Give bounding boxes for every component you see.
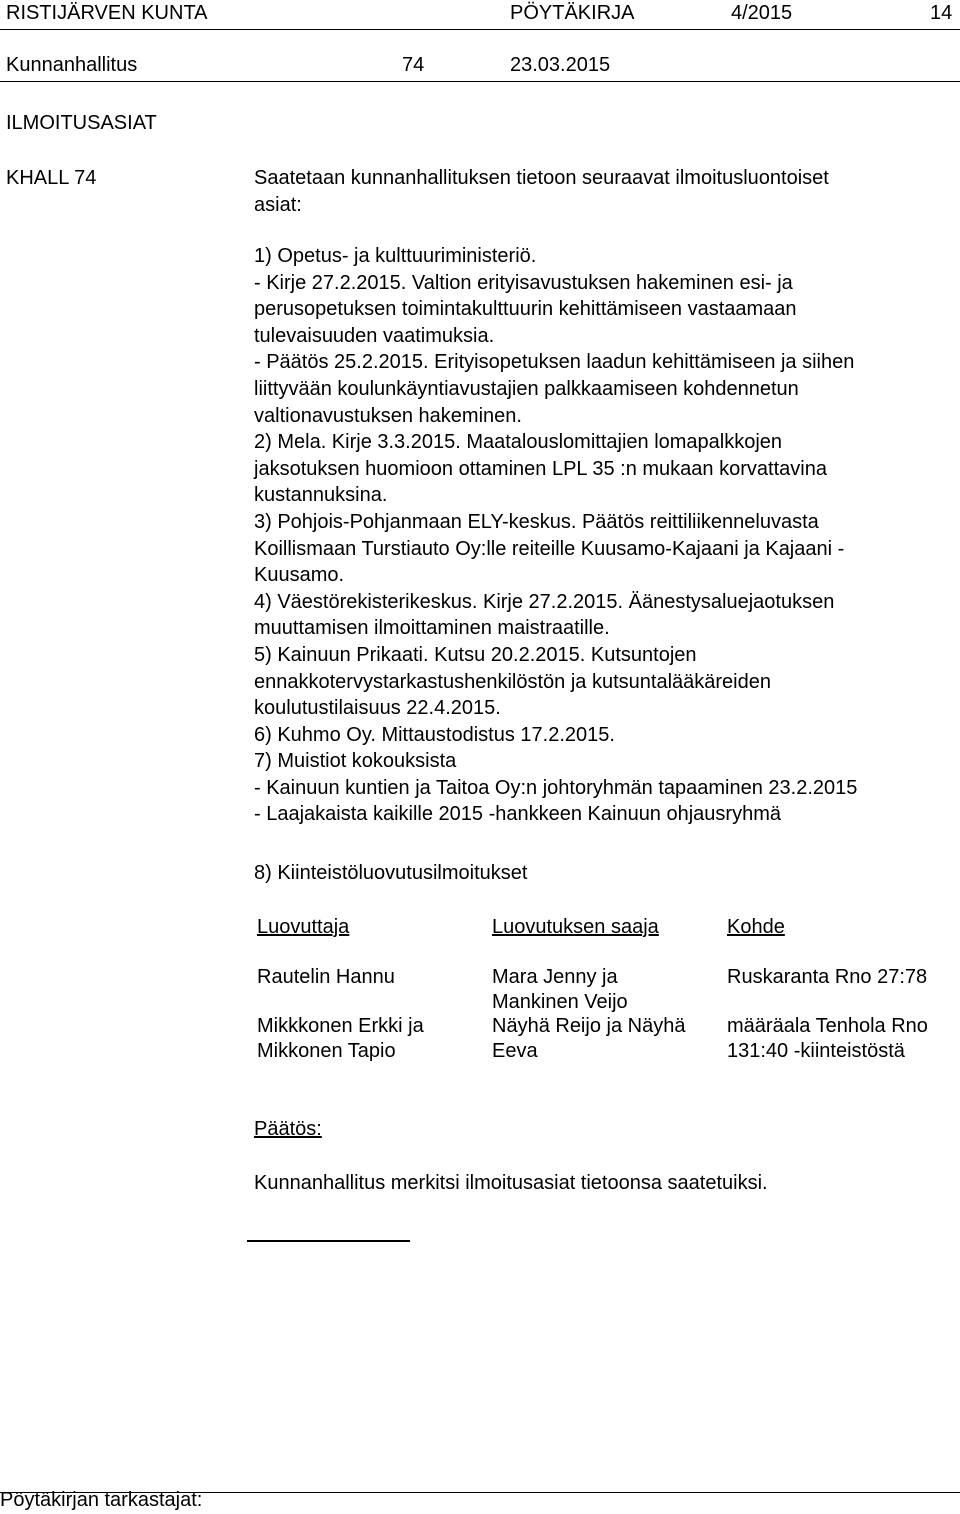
item-line: 6) Kuhmo Oy. Mittaustodistus 17.2.2015. xyxy=(254,723,615,746)
table-header-recipient: Luovutuksen saaja xyxy=(492,916,659,938)
table-cell: Mankinen Veijo xyxy=(492,991,628,1013)
section-number: 74 xyxy=(402,54,425,76)
item-line: - Päätös 25.2.2015. Erityisopetuksen laadun kehittämiseen ja siihen xyxy=(254,351,855,374)
header-top-rule xyxy=(0,29,960,30)
meeting-body: Kunnanhallitus xyxy=(6,54,138,76)
table-cell: Näyhä Reijo ja Näyhä xyxy=(492,1015,686,1037)
item-line: perusopetuksen toimintakulttuurin kehittämiseen vastaamaan xyxy=(254,298,797,321)
meeting-date: 23.03.2015 xyxy=(510,54,611,76)
section-label: KHALL 74 xyxy=(6,167,97,189)
item-line: kustannuksina. xyxy=(254,484,388,507)
header-bottom-rule xyxy=(0,81,960,82)
item-8-title: 8) Kiinteistöluovutusilmoitukset xyxy=(254,862,528,884)
table-cell: Ruskaranta Rno 27:78 xyxy=(727,966,928,988)
decision-text: Kunnanhallitus merkitsi ilmoitusasiat tietoonsa saatetuiksi. xyxy=(254,1172,768,1194)
item-line: 4) Väestörekisterikeskus. Kirje 27.2.2015. Äänestysaluejaotuksen xyxy=(254,590,835,613)
intro-line: Saatetaan kunnanhallituksen tietoon seuraavat ilmoitusluontoiset xyxy=(254,167,829,189)
item-line: 1) Opetus- ja kulttuuriministeriö. xyxy=(254,245,537,267)
item-line: ennakkotervystarkastushenkilöstön ja kutsuntalääkäreiden xyxy=(254,670,771,693)
intro-line: asiat: xyxy=(254,193,302,216)
item-line: liittyvään koulunkäyntiavustajien palkkaamiseen kohdennetun xyxy=(254,377,799,400)
table-cell: Mara Jenny ja xyxy=(492,966,618,988)
table-header-property: Kohde xyxy=(727,916,785,938)
table-cell: määräala Tenhola Rno xyxy=(727,1015,928,1037)
section-title: ILMOITUSASIAT xyxy=(6,112,157,134)
item-line: 5) Kainuun Prikaati. Kutsu 20.2.2015. Kutsuntojen xyxy=(254,643,697,666)
item-line: 3) Pohjois-Pohjanmaan ELY-keskus. Päätös reittiliikenneluvasta xyxy=(254,510,819,533)
table-header-transferor: Luovuttaja xyxy=(257,916,350,938)
item-line: 2) Mela. Kirje 3.3.2015. Maatalouslomittajien lomapalkkojen xyxy=(254,431,783,454)
municipality-name: RISTIJÄRVEN KUNTA xyxy=(6,2,208,24)
item-line: valtionavustuksen hakeminen. xyxy=(254,404,522,427)
table-cell: Rautelin Hannu xyxy=(257,966,395,988)
table-cell: Mikkkonen Erkki ja xyxy=(257,1015,424,1037)
document-number: 4/2015 xyxy=(731,2,793,24)
item-line: - Laajakaista kaikille 2015 -hankkeen Kainuun ohjausryhmä xyxy=(254,803,781,826)
item-line: jaksotuksen huomioon ottaminen LPL 35 :n mukaan korvattavina xyxy=(254,457,827,480)
document-type: PÖYTÄKIRJA xyxy=(510,2,635,24)
decision-label: Päätös: xyxy=(254,1118,322,1140)
page-number: 14 xyxy=(930,2,953,24)
table-cell: Mikkonen Tapio xyxy=(257,1040,396,1062)
item-line: Koillismaan Turstiauto Oy:lle reiteille Kuusamo-Kajaani ja Kajaani - xyxy=(254,537,845,560)
table-cell: 131:40 -kiinteistöstä xyxy=(727,1040,905,1062)
item-line: - Kirje 27.2.2015. Valtion erityisavustuksen hakeminen esi- ja xyxy=(254,271,793,294)
item-line: muuttamisen ilmoittaminen maistraatille. xyxy=(254,617,610,640)
item-line: 7) Muistiot kokouksista xyxy=(254,750,457,773)
notice-items xyxy=(254,243,960,828)
item-line: tulevaisuuden vaatimuksia. xyxy=(254,324,495,347)
item-line: koulutustilaisuus 22.4.2015. xyxy=(254,697,501,720)
footer-label: Pöytäkirjan tarkastajat: xyxy=(0,1489,203,1511)
intro-text xyxy=(254,165,960,218)
signature-line xyxy=(247,1240,410,1242)
table-cell: Eeva xyxy=(492,1040,538,1062)
item-line: - Kainuun kuntien ja Taitoa Oy:n johtoryhmän tapaaminen 23.2.2015 xyxy=(254,776,858,799)
item-line: Kuusamo. xyxy=(254,564,345,587)
